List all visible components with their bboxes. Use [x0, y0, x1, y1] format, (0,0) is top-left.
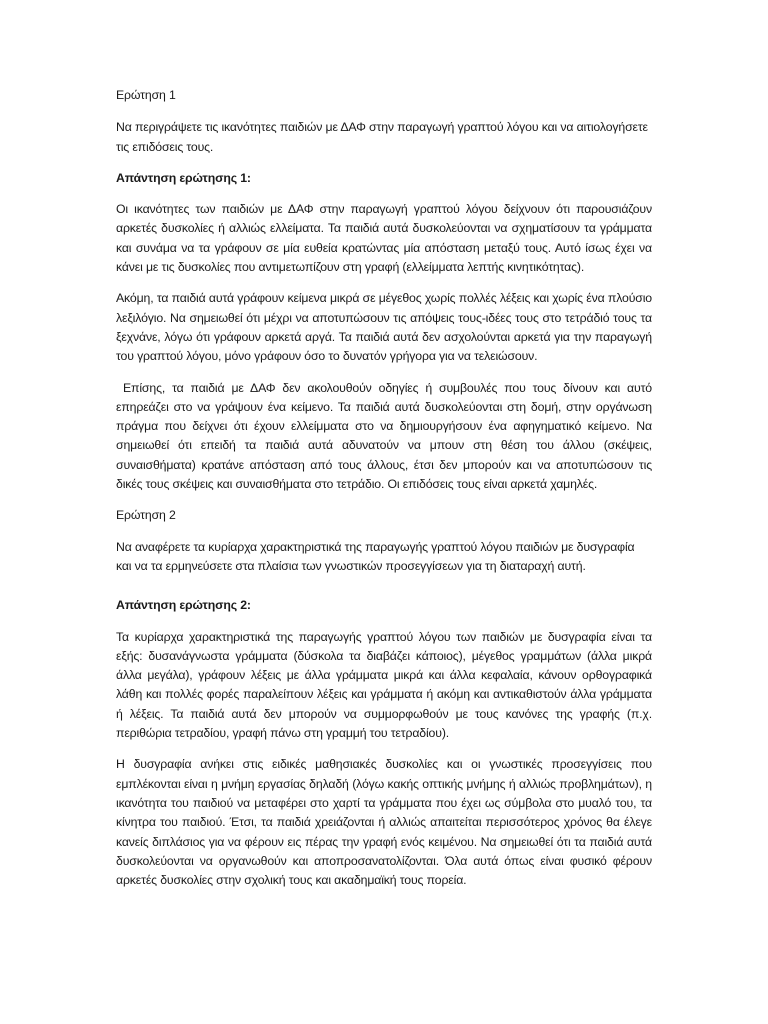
answer-1-paragraph-1: Οι ικανότητες των παιδιών με ΔΑΦ στην παραγωγή γραπτού λόγου δείχνουν ότι παρουσιάζουν αρκετές δυσκολίες ή αλλιώς ελλείματα. Τα παιδιά αυτά δυσκολεύονται να σχηματίσουν τα γράμματα και συνάμα να τα γράφουν σε μία ευθεία κρατώντας μία απόσταση μεταξύ τους. Αυτό ίσως έχει να κάνει με τις δυσκολίες που αντιμετωπίζουν στη γραφή (ελλείμματα λεπτής κινητικότητας). [116, 202, 652, 275]
question-1-text: Να περιγράψετε τις ικανότητες παιδιών με ΔΑΦ στην παραγωγή γραπτού λόγου και να αιτιολογήσετε τις επιδόσεις τους. [116, 120, 648, 154]
answer-1-paragraph-3: Επίσης, τα παιδιά με ΔΑΦ δεν ακολουθούν οδηγίες ή συμβουλές που τους δίνουν και αυτό επηρεάζει στο να γράψουν ένα κείμενο. Τα παιδιά αυτά δυσκολεύονται στη δομή, στην οργάνωση πράγμα που δείχνει ότι έχουν ελλείμματα στο να δημιουργήσουν ένα αφηγηματικό κείμενο. Να σημειωθεί ότι επειδή τα παιδιά αυτά αδυνατούν να μπουν στη θέση του άλλου (σκέψεις, συναισθήματα) κρατάνε απόσταση από τους άλλους, έτσι δεν μπορούν και να αποτυπώσουν τις δικές τους σκέψεις και συναισθήματα στο τετράδιο. Οι επιδόσεις τους είναι αρκετά χαμηλές. [116, 380, 656, 492]
document-page [116, 86, 656, 890]
answer-2-title: Απάντηση ερώτησης 2: [116, 598, 251, 613]
question-2-title: Ερώτηση 2 [116, 508, 176, 523]
answer-2-paragraph-2: Η δυσγραφία ανήκει στις ειδικές μαθησιακές δυσκολίες και οι γνωστικές προσεγγίσεις που εμπλέκονται είναι η μνήμη εργασίας δηλαδή (λόγω κακής οπτικής μνήμης ή αλλιώς προβλημάτων), η ικανότητα του παιδιού να μεταφέρει στο χαρτί τα γράμματα που έχει ως σύμβολα στο μυαλό του, τα κίνητρα του παιδιού. Έτσι, τα παιδιά χρειάζονται ή αλλιώς απαιτείται περισσότερος χρόνος θα έλεγε κανείς διπλάσιος για να φέρουν εις πέρας την γραφή ενός κειμένου. Να σημειωθεί ότι τα παιδιά αυτά δυσκολεύονται να οργανωθούν και αποπροσανατολίζονται. Όλα αυτά όπως είναι φυσικό φέρουν αρκετές δυσκολίες στην σχολική τους και ακαδημαϊκή τους πορεία. [116, 757, 652, 888]
answer-1-paragraph-2: Ακόμη, τα παιδιά αυτά γράφουν κείμενα μικρά σε μέγεθος χωρίς πολλές λέξεις και χωρίς ένα πλούσιο λεξιλόγιο. Να σημειωθεί ότι μέχρι να αποτυπώσουν τις απόψεις τους-ιδέες τους στο τετράδιό τους τα ξεχνάνε, λόγω ότι γράφουν αρκετά αργά. Τα παιδιά αυτά δεν ασχολούνται αρκετά για την παραγωγή του γραπτού λόγου, μόνο γράφουν όσο το δυνατόν γρήγορα για να τελειώσουν. [116, 291, 652, 364]
question-1-title: Ερώτηση 1 [116, 88, 176, 102]
answer-1-title: Απάντηση ερώτησης 1: [116, 170, 251, 185]
question-2-text: Να αναφέρετε τα κυρίαρχα χαρακτηριστικά της παραγωγής γραπτού λόγου παιδιών με δυσγραφία και να τα ερμηνεύσετε στα πλαίσια των γνωστικών προσεγγίσεων για τη διαταραχή αυτή. [116, 539, 635, 573]
answer-2-paragraph-1: Τα κυρίαρχα χαρακτηριστικά της παραγωγής γραπτού λόγου των παιδιών με δυσγραφία είναι τα εξής: δυσανάγνωστα γράμματα (δύσκολα τα διαβάζει κάποιος), μέγεθος γραμμάτων (άλλα μικρά άλλα μεγάλα), γράφουν λέξεις με άλλα γράμματα μικρά και άλλα κεφαλαία, κάνουν ορθογραφικά λάθη και πολλές φορές παραλείπουν λέξεις και γράμματα ή ακόμη και αντικαθιστούν άλλα γράμματα ή λέξεις. Τα παιδιά αυτά δεν μπορούν να συμμορφωθούν με τους κανόνες της γραφής (π.χ. περιθώρια τετραδίου, γραφή πάνω στη γραμμή του τετραδίου). [116, 629, 652, 741]
